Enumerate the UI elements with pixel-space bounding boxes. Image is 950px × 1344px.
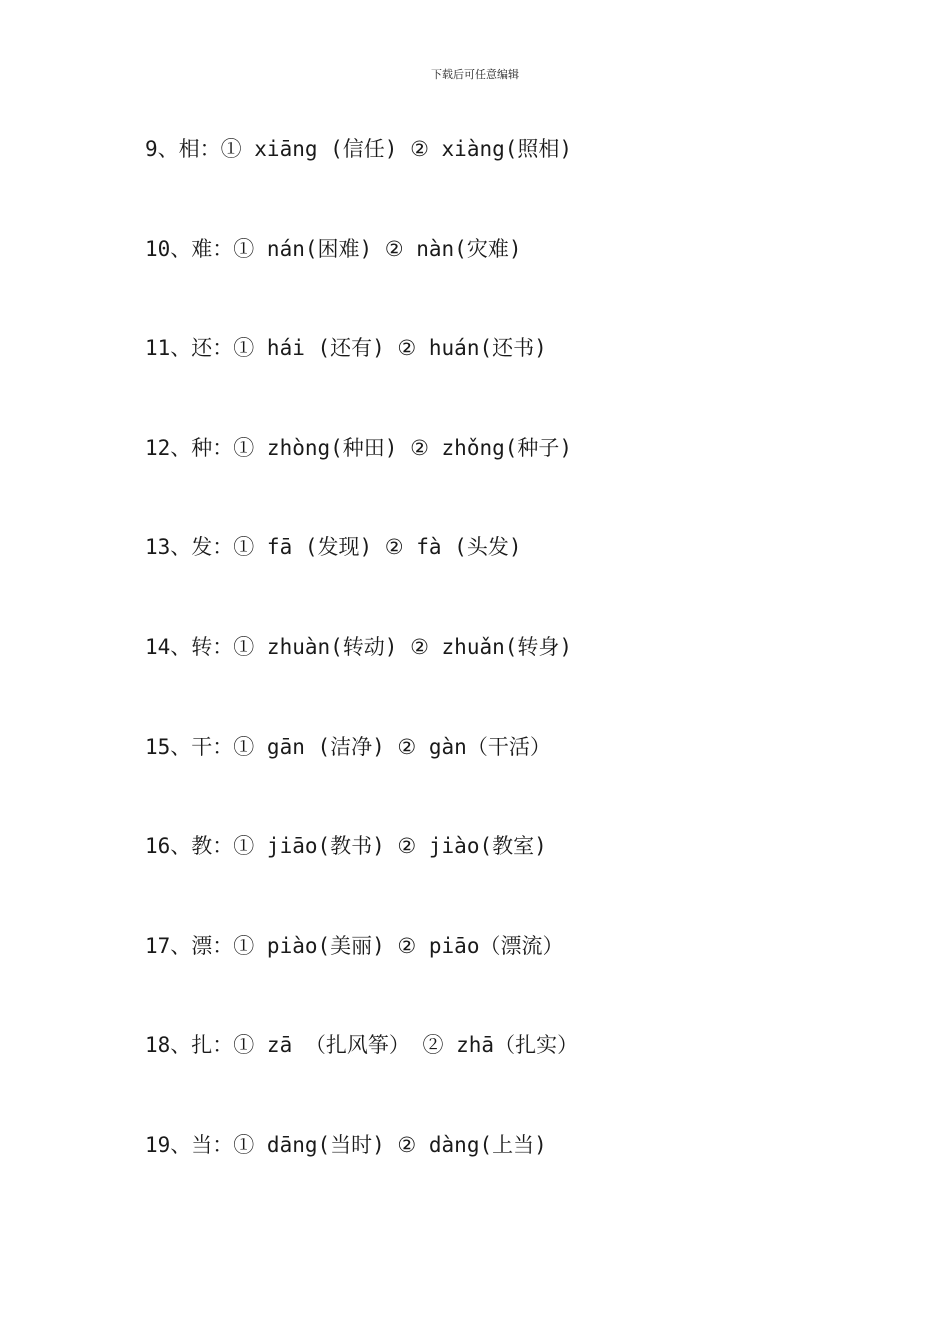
list-item: 15、干：① gān (洁净) ② gàn（干活） xyxy=(145,734,551,759)
list-item: 18、扎：① zā （扎风筝） ② zhā（扎实） xyxy=(145,1033,579,1058)
list-item: 19、当：① dāng(当时) ② dàng(上当) xyxy=(145,1132,547,1157)
list-item: 10、难：① nán(困难) ② nàn(灾难) xyxy=(145,236,522,261)
polyphone-list xyxy=(145,130,578,1226)
list-item: 17、漂：① piào(美丽) ② piāo（漂流） xyxy=(145,933,564,958)
list-item: 16、教：① jiāo(教书) ② jiào(教室) xyxy=(145,834,547,859)
page-header: 下载后可任意编辑 xyxy=(431,68,519,81)
list-item: 11、还：① hái (还有) ② huán(还书) xyxy=(145,336,547,361)
list-item: 12、种：① zhòng(种田) ② zhǒng(种子) xyxy=(145,435,573,460)
list-item: 9、相：① xiāng (信任) ② xiàng(照相) xyxy=(145,137,573,161)
list-item: 14、转：① zhuàn(转动) ② zhuǎn(转身) xyxy=(145,634,573,659)
list-item: 13、发：① fā (发现) ② fà (头发) xyxy=(145,535,522,560)
